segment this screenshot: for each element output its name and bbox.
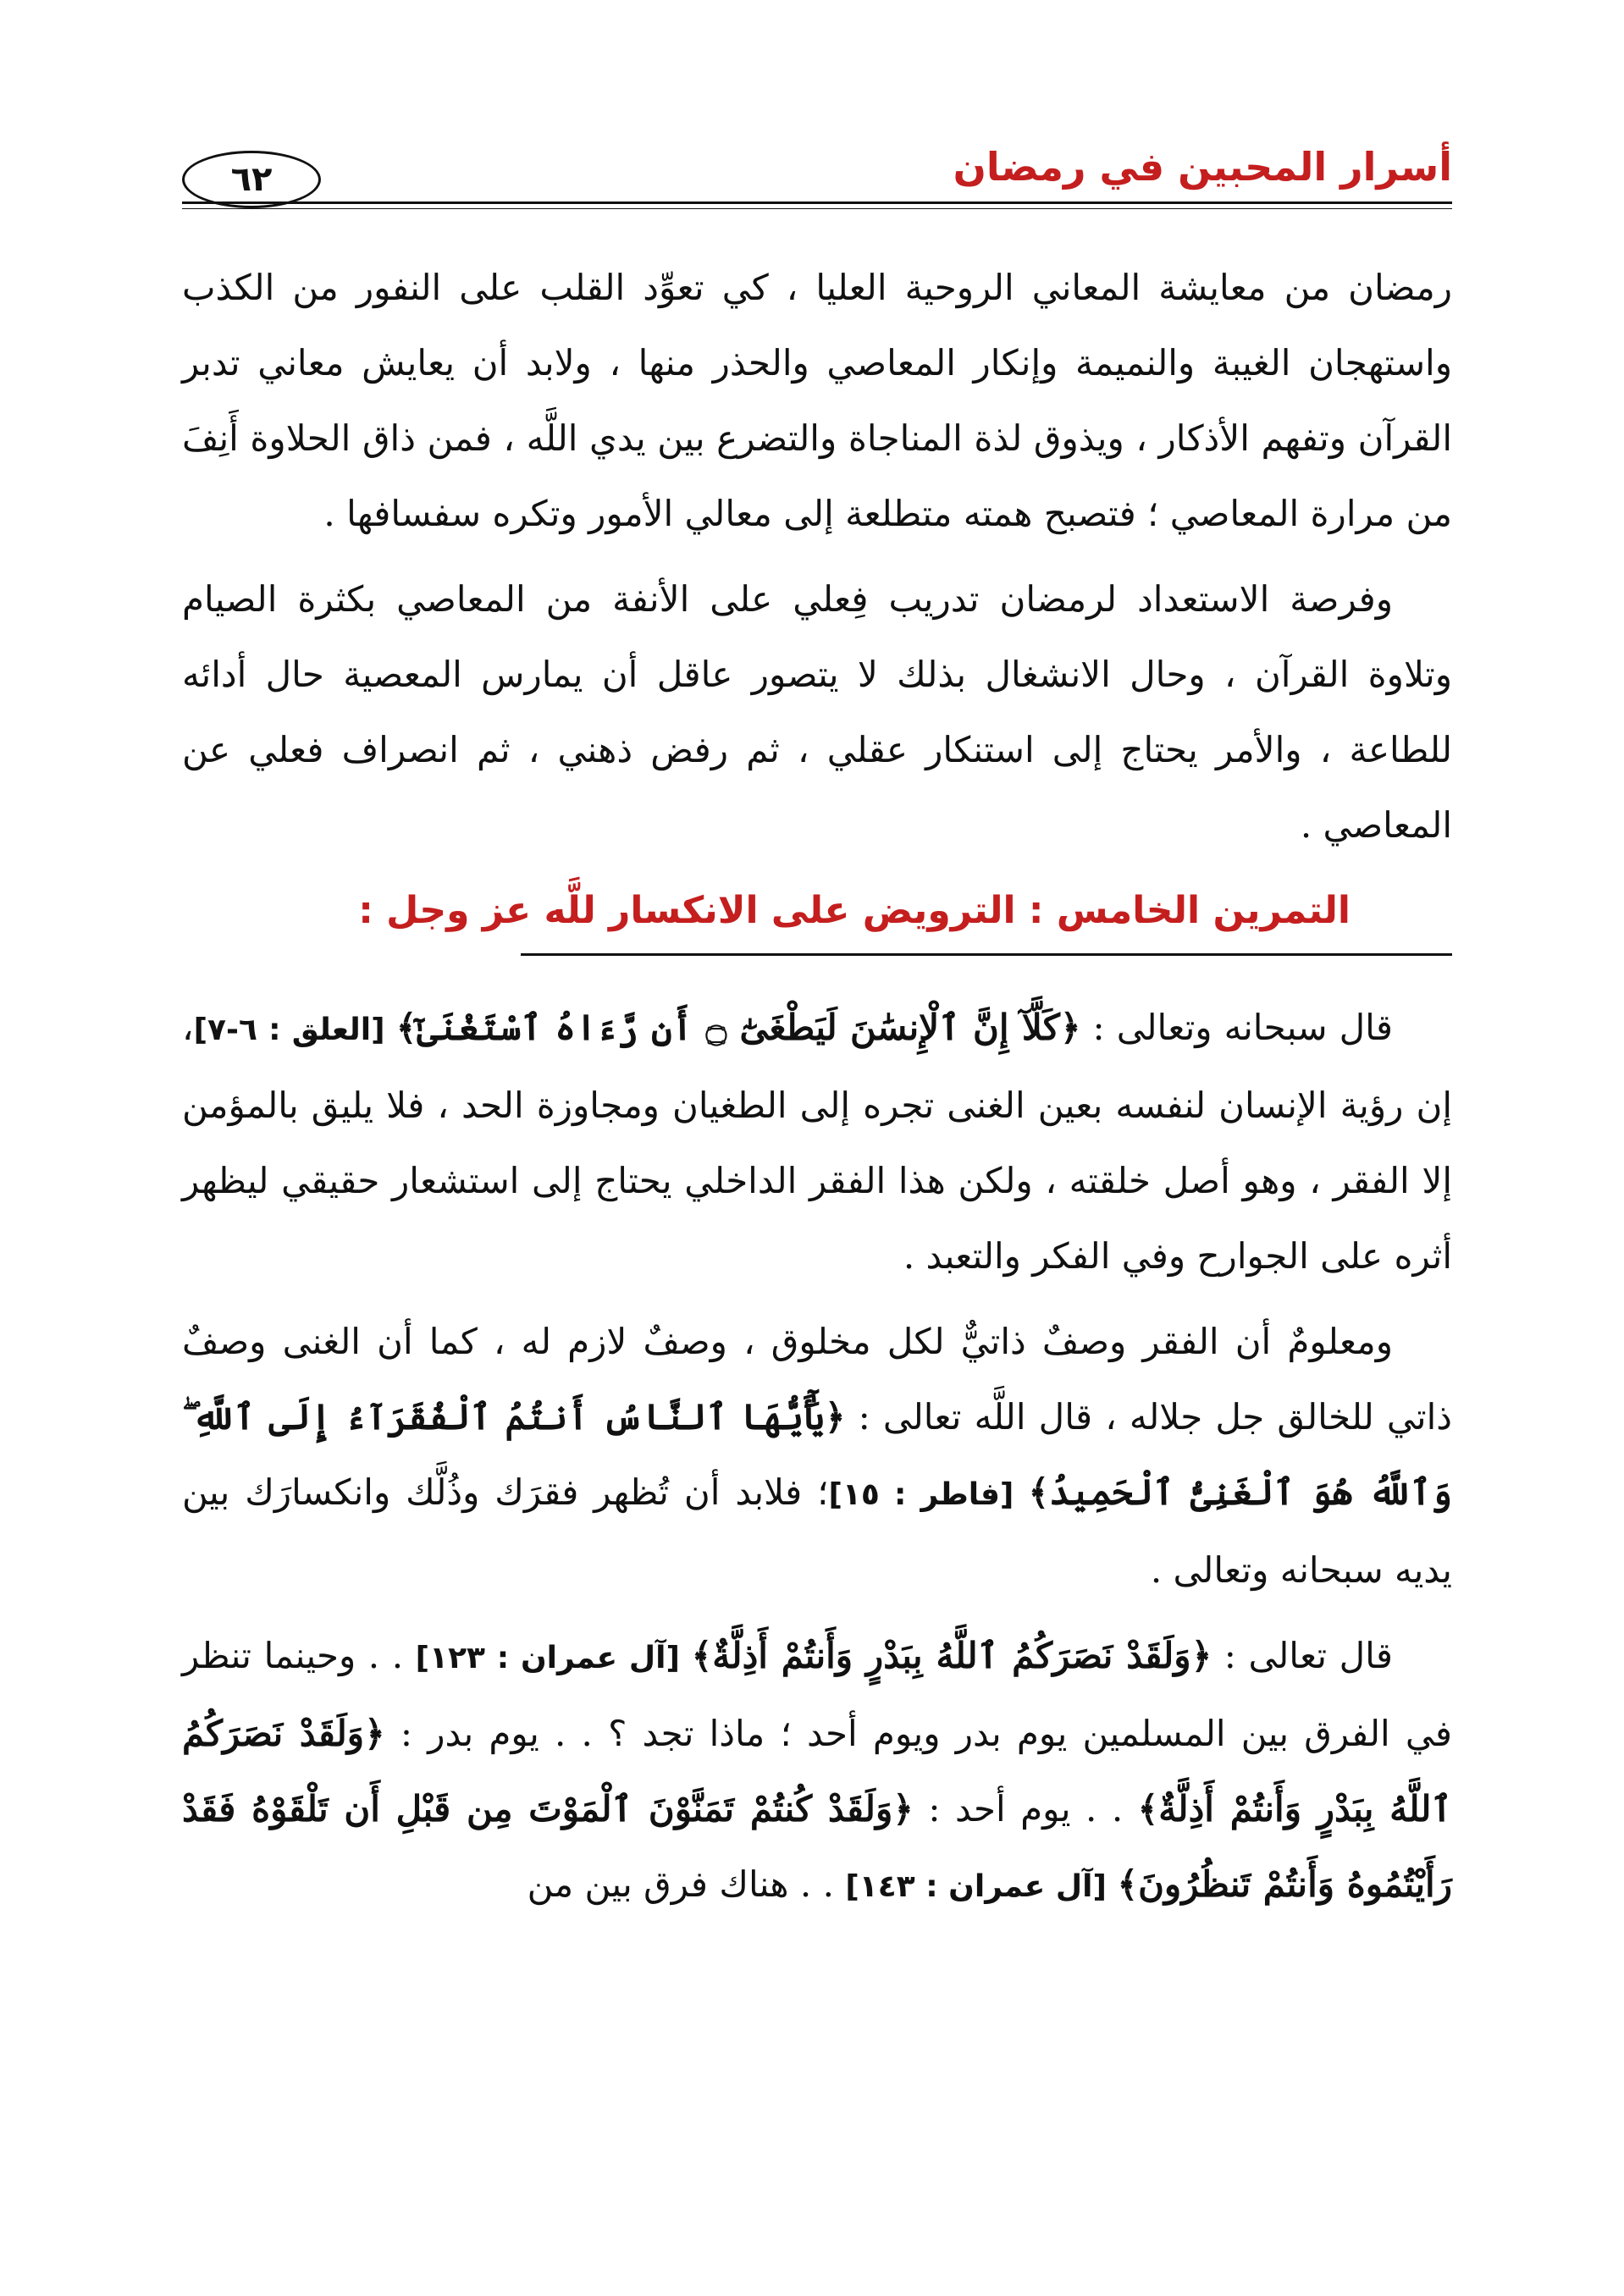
paragraph-5-intro: قال تعالى : [1212,1635,1393,1676]
paragraph-5-text: . . وحينما تنظر في الفرق بين المسلمين يوم بدر ويوم أحد ؛ ماذا تجد ؟ . . يوم بدر : [182,1635,1452,1754]
verse-reference: [آل عمران : ١٤٣] [845,1869,1118,1904]
quran-verse: ﴿كَلَّآ إِنَّ ٱلْإِنسَٰنَ لَيَطْغَىٰٓ ۝ أَن رَّءَاهُ ٱسْتَغْنَىٰٓ﴾ [395,1007,1081,1048]
book-title: أسرار المحبين في رمضان [953,144,1452,190]
paragraph-4 [182,1304,1452,1608]
quran-verse: ﴿وَلَقَدْ نَصَرَكُمُ ٱللَّهُ بِبَدْرٍ وَأَنتُمْ أَذِلَّةٌ﴾ [182,1713,1453,1830]
paragraph-4-intro: ومعلومٌ أن الفقر وصفٌ ذاتيٌّ لكل مخلوق ، وصفٌ لازم له ، كما أن الغنى وصفٌ ذاتي للخالق جل جلاله ، قال اللَّه تعالى : [182,1321,1452,1438]
page-number-badge [182,151,321,208]
quran-verse: ﴿يَٰٓأَيُّهَا ٱلنَّاسُ أَنتُمُ ٱلْفُقَرَآءُ إِلَى ٱللَّهِ ۖ وَٱللَّهُ هُوَ ٱلْغَنِىُّ ٱلْحَمِيدُ﴾ [182,1396,1452,1513]
paragraph-2: وفرصة الاستعداد لرمضان تدريب فِعلي على الأنفة من المعاصي بكثرة الصيام وتلاوة القرآن ، وحال الانشغال بذلك لا يتصور عاقل أن يمارس المعصية حال أدائه للطاعة ، والأمر يحتاج إلى استنكار عقلي ، ثم رفض ذهني ، ثم انصراف فعلي عن المعاصي . [182,578,1452,846]
header-rule [182,201,1452,204]
paragraph-3-text: ، إن رؤية الإنسان لنفسه بعين الغنى تجره إلى الطغيان ومجاوزة الحد ، فلا يليق بالمؤمن إلا الفقر ، وهو أصل خلقته ، ولكن هذا الفقر الداخلي يحتاج إلى استشعار حقيقي ليظهر أثره على الجوارح وفي الفكر والتعبد . [182,1007,1452,1277]
section-heading: التمرين الخامس : الترويض على الانكسار للَّه عز وجل : [358,889,1351,932]
paragraph-5 [182,1618,1452,1924]
page-body [182,250,1452,1934]
paragraph-5-text: . . يوم أحد : [913,1788,1138,1830]
verse-reference: [العلق : ٦-٧] [193,1013,396,1047]
section-heading-rule [521,953,1452,956]
verse-reference: [فاطر : ١٥] [828,1477,1029,1512]
verse-reference: [آل عمران : ١٢٣] [415,1641,692,1675]
paragraph-3-intro: قال سبحانه وتعالى : [1080,1007,1393,1048]
paragraph-3 [182,990,1452,1294]
header-rule-thin [182,208,1452,209]
paragraph-1: رمضان من معايشة المعاني الروحية العليا ، كي تعوِّد القلب على النفور من الكذب واستهجان الغيبة والنميمة وإنكار المعاصي والحذر منها ، ولابد أن يعايش معاني تدبر القرآن وتفهم الأذكار ، ويذوق لذة المناجاة والتضرع بين يدي اللَّه ، فمن ذاق الحلاوة أَنِفَ من مرارة المعاصي ؛ فتصبح همته متطلعة إلى معالي الأمور وتكره سفسافها . [182,267,1452,534]
quran-verse: ﴿وَلَقَدْ نَصَرَكُمُ ٱللَّهُ بِبَدْرٍ وَأَنتُمْ أَذِلَّةٌ﴾ [691,1635,1212,1676]
quran-verse: ﴿وَلَقَدْ كُنتُمْ تَمَنَّوْنَ ٱلْمَوْتَ مِن قَبْلِ أَن تَلْقَوْهُ فَقَدْ رَأَيْتُمُوهُ وَأَنتُمْ تَنظُرُونَ﴾ [182,1788,1452,1905]
paragraph-4-text: ؛ فلابد أن تُظهر فقرَك وذُلَّك وانكسارَك بين يديه سبحانه وتعالى . [182,1471,1452,1591]
page-number: ٦٢ [230,160,273,199]
paragraph-5-text: . . هناك فرق بين من [527,1863,846,1905]
